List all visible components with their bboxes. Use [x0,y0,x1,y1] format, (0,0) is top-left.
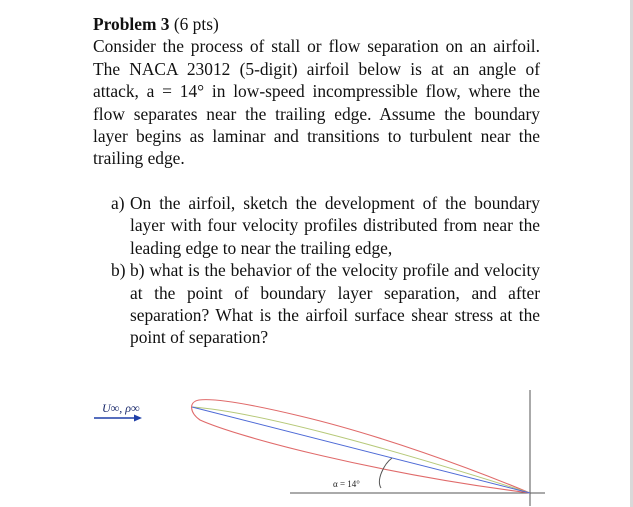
part-a [111,192,540,259]
part-a-marker: a) [111,193,125,213]
freestream-label: U∞, ρ∞ [102,401,140,415]
freestream-arrow-head [134,415,142,422]
problem-statement [93,13,540,170]
part-a-text: On the airfoil, sketch the development of the boundary layer with four velocity profiles distributed from near the leading edge to near the trailing edge, [130,193,540,258]
part-b [111,259,540,349]
part-b-marker: b) [111,260,126,281]
problem-title: Problem 3 [93,14,170,34]
problem-heading [93,13,540,35]
chord-line [192,407,530,493]
part-b-text: b) what is the behavior of the velocity profile and velocity at the point of boundary layer separation, and after separation? What is the airfoil surface shear stress at the point of separation? [130,260,540,348]
angle-label: α = 14° [333,479,360,489]
question-parts [111,192,540,349]
problem-points: (6 pts) [173,14,219,34]
problem-intro: Consider the process of stall or flow separation on an airfoil. The NACA 23012 (5-digit) airfoil below is at an angle of attack, a = 14° in low-speed incompressible flow, where the flow separates near the trailing edge. Assume the boundary layer begins as laminar and transitions to turbulent near the trailing edge. [93,36,540,169]
angle-arc [379,458,392,488]
airfoil-diagram [0,380,633,507]
airfoil-figure [0,380,633,507]
